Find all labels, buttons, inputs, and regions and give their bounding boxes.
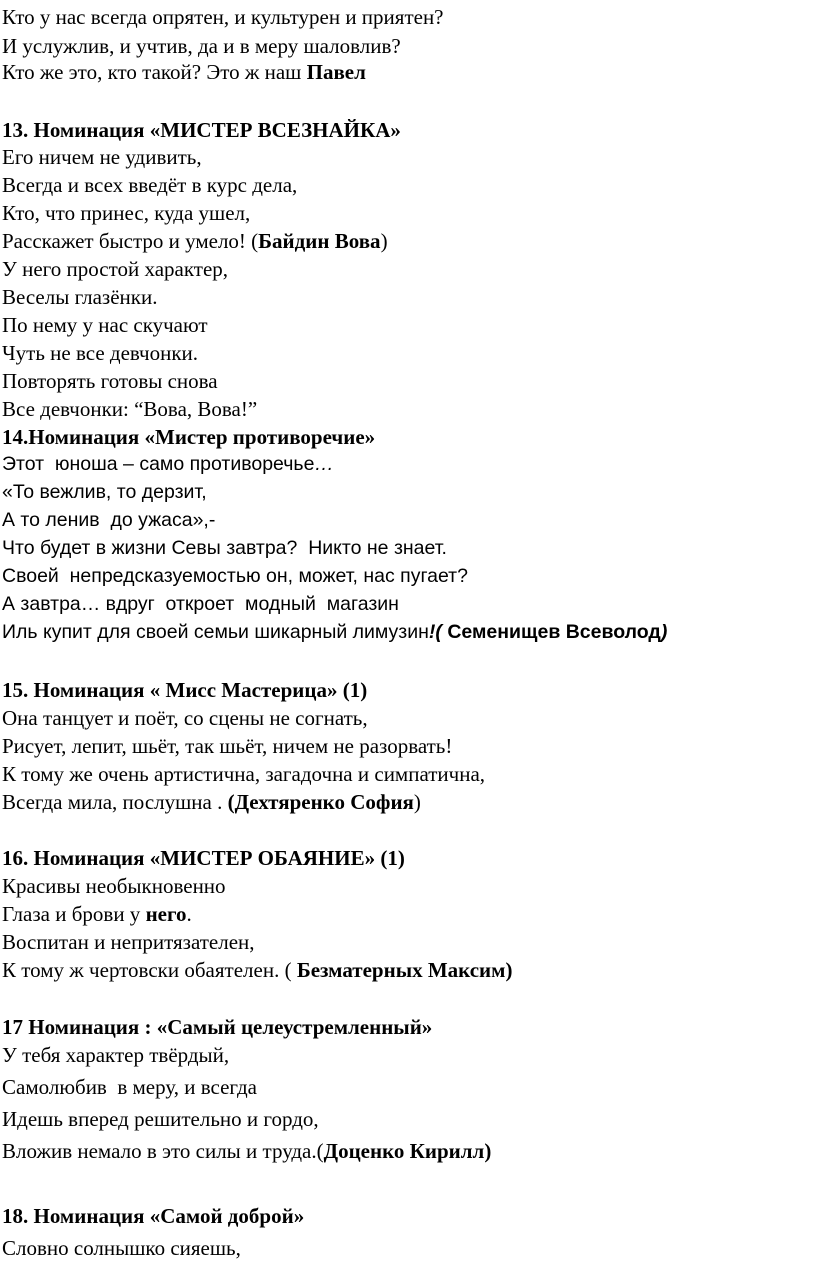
poem-line: Рисует, лепит, шьёт, так шьёт, ничем не разорвать! [2,734,453,758]
poem-line: Вложив немало в это силы и труда.(Доценко Кирилл) [2,1139,492,1163]
poem-line: Всегда и всех введёт в курс дела, [2,173,298,197]
poem-line: Иль купит для своей семьи шикарный лимузин!( Семенищев Всеволод) [2,621,668,643]
poem-line: У него простой характер, [2,257,229,281]
poem-line: А то ленив до ужаса»,- [2,509,216,531]
nominee-name: (Дехтяренко София [227,790,414,814]
section-heading: 18. Номинация «Самой доброй» [2,1204,305,1228]
poem-line: Кто у нас всегда опрятен, и культурен и приятен? [2,5,444,29]
nominee-name: него [145,902,187,926]
poem-line: К тому же очень артистична, загадочна и симпатична, [2,762,486,786]
poem-line: И услужлив, и учтив, да и в меру шаловлив? [2,34,401,58]
poem-line: Всегда мила, послушна . (Дехтяренко София) [2,790,421,814]
nominee-name: Павел [306,60,366,84]
poem-line: Словно солнышко сияешь, [2,1236,241,1260]
poem-line: А завтра… вдруг откроет модный магазин [2,593,399,615]
poem-line: Чуть не все девчонки. [2,341,199,365]
poem-line: Воспитан и непритязателен, [2,930,255,954]
poem-line: Все девчонки: “Вова, Вова!” [2,397,258,421]
poem-line: Его ничем не удивить, [2,145,202,169]
poem-line: Глаза и брови у него. [2,902,192,926]
poem-line: Веселы глазёнки. [2,285,158,309]
poem-line: Кто, что принес, куда ушел, [2,201,251,225]
poem-line: «То вежлив, то дерзит, [2,481,207,503]
poem-line: Красивы необыкновенно [2,874,226,898]
poem-line: Своей непредсказуемостью он, может, нас пугает? [2,565,468,587]
poem-line: Что будет в жизни Севы завтра? Никто не знает. [2,537,447,559]
poem-line: Расскажет быстро и умело! (Байдин Вова) [2,229,388,253]
poem-line: Этот юноша – само противоречье… [2,453,334,475]
nominee-name: Семенищев Всеволод [447,621,661,643]
poem-line: Кто же это, кто такой? Это ж наш Павел [2,60,366,84]
nominee-name: Безматерных Максим) [296,958,513,982]
nominee-name: Байдин Вова [258,229,381,253]
poem-line: Идешь вперед решительно и гордо, [2,1107,319,1131]
nominee-name: Доценко Кирилл) [323,1139,492,1163]
section-heading: 17 Номинация : «Самый целеустремленный» [2,1015,433,1039]
poem-line: Она танцует и поёт, со сцены не согнать, [2,706,368,730]
poem-line: Самолюбив в меру, и всегда [2,1075,257,1099]
poem-line: По нему у нас скучают [2,313,208,337]
poem-line: Повторять готовы снова [2,369,218,393]
poem-line: К тому ж чертовски обаятелен. ( Безматерных Максим) [2,958,513,982]
section-heading: 16. Номинация «МИСТЕР ОБАЯНИЕ» (1) [2,846,405,870]
poem-line: У тебя характер твёрдый, [2,1043,230,1067]
section-heading: 15. Номинация « Мисс Мастерица» (1) [2,678,368,702]
section-heading: 13. Номинация «МИСТЕР ВСЕЗНАЙКА» [2,118,401,142]
section-heading: 14.Номинация «Мистер противоречие» [2,425,376,449]
